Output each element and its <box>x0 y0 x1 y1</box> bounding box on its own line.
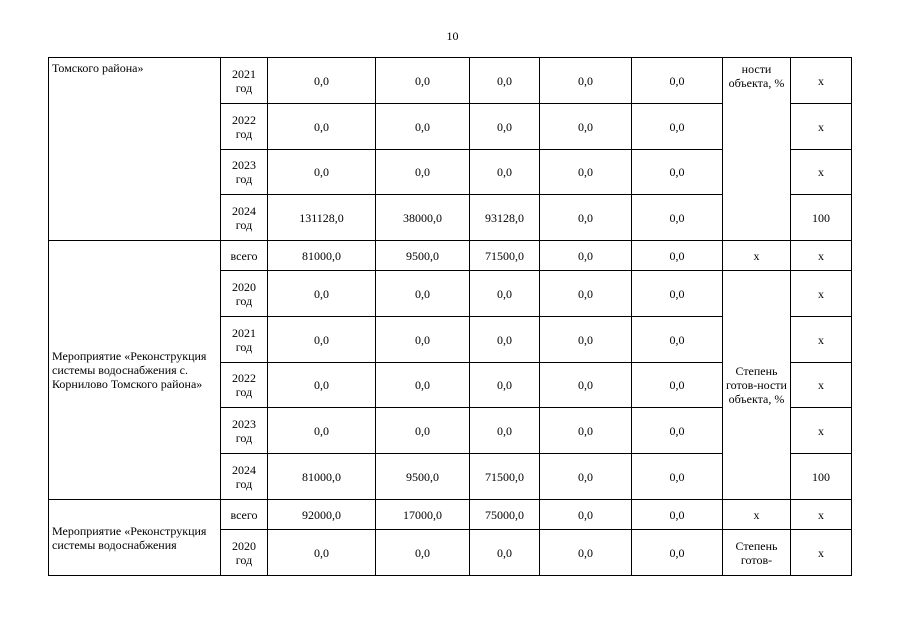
value-cell: 0,0 <box>540 454 632 500</box>
target-value-cell: х <box>791 150 852 195</box>
value-cell: 0,0 <box>540 195 632 241</box>
year-cell: всего <box>221 241 268 271</box>
value-cell: 0,0 <box>376 408 470 454</box>
total-cell: 81000,0 <box>268 454 376 500</box>
program-table <box>48 57 852 576</box>
year-cell: 2023 год <box>221 408 268 454</box>
value-cell: 0,0 <box>632 317 723 363</box>
value-cell: 71500,0 <box>470 241 540 271</box>
value-cell: 0,0 <box>470 317 540 363</box>
target-value-cell: х <box>791 317 852 363</box>
target-value-cell: х <box>791 408 852 454</box>
value-cell: 0,0 <box>540 317 632 363</box>
value-cell: 0,0 <box>540 408 632 454</box>
total-cell: 0,0 <box>268 317 376 363</box>
value-cell: 0,0 <box>540 500 632 530</box>
target-value-cell: х <box>791 363 852 408</box>
activity-name: Мероприятие «Реконструкция системы водоснабжения с. Корнилово Томского района» <box>49 241 221 500</box>
year-cell: 2022 год <box>221 104 268 150</box>
target-value-cell: 100 <box>791 195 852 241</box>
indicator-cell: ности объекта, % <box>723 58 791 241</box>
total-cell: 0,0 <box>268 408 376 454</box>
value-cell: 0,0 <box>632 454 723 500</box>
value-cell: 0,0 <box>632 271 723 317</box>
total-cell: 81000,0 <box>268 241 376 271</box>
target-value-cell: х <box>791 241 852 271</box>
value-cell: 0,0 <box>470 363 540 408</box>
year-cell: 2024 год <box>221 195 268 241</box>
value-cell: 0,0 <box>376 317 470 363</box>
value-cell: 71500,0 <box>470 454 540 500</box>
activity-name: Мероприятие «Реконструкция системы водоснабжения <box>49 500 221 576</box>
target-value-cell: х <box>791 530 852 576</box>
value-cell: 0,0 <box>632 530 723 576</box>
target-value-cell: х <box>791 271 852 317</box>
value-cell: 0,0 <box>540 530 632 576</box>
value-cell: 0,0 <box>632 150 723 195</box>
target-value-cell: х <box>791 104 852 150</box>
value-cell: 0,0 <box>632 500 723 530</box>
value-cell: 0,0 <box>540 150 632 195</box>
indicator-cell: х <box>723 500 791 530</box>
total-cell: 131128,0 <box>268 195 376 241</box>
total-cell: 0,0 <box>268 530 376 576</box>
total-cell: 92000,0 <box>268 500 376 530</box>
value-cell: 0,0 <box>540 104 632 150</box>
value-cell: 0,0 <box>632 195 723 241</box>
value-cell: 0,0 <box>376 150 470 195</box>
value-cell: 75000,0 <box>470 500 540 530</box>
value-cell: 0,0 <box>540 363 632 408</box>
value-cell: 0,0 <box>470 271 540 317</box>
indicator-cell: Степень готов- <box>723 530 791 576</box>
page-number: 10 <box>446 29 459 43</box>
value-cell: 0,0 <box>540 58 632 104</box>
indicator-cell: х <box>723 241 791 271</box>
total-cell: 0,0 <box>268 363 376 408</box>
activity-name: Томского района» <box>49 58 221 241</box>
value-cell: 0,0 <box>376 363 470 408</box>
value-cell: 0,0 <box>470 150 540 195</box>
value-cell: 0,0 <box>540 271 632 317</box>
year-cell: 2020 год <box>221 530 268 576</box>
value-cell: 0,0 <box>632 104 723 150</box>
table-row <box>49 500 852 530</box>
value-cell: 38000,0 <box>376 195 470 241</box>
value-cell: 0,0 <box>376 58 470 104</box>
year-cell: 2023 год <box>221 150 268 195</box>
target-value-cell: 100 <box>791 454 852 500</box>
value-cell: 93128,0 <box>470 195 540 241</box>
indicator-cell: Степень готов-ности объекта, % <box>723 271 791 500</box>
total-cell: 0,0 <box>268 150 376 195</box>
total-cell: 0,0 <box>268 58 376 104</box>
value-cell: 17000,0 <box>376 500 470 530</box>
value-cell: 0,0 <box>376 271 470 317</box>
value-cell: 0,0 <box>632 363 723 408</box>
value-cell: 0,0 <box>470 58 540 104</box>
year-cell: 2024 год <box>221 454 268 500</box>
value-cell: 9500,0 <box>376 454 470 500</box>
target-value-cell: х <box>791 58 852 104</box>
value-cell: 0,0 <box>470 408 540 454</box>
year-cell: 2022 год <box>221 363 268 408</box>
table-row <box>49 241 852 271</box>
value-cell: 0,0 <box>470 530 540 576</box>
year-cell: 2021 год <box>221 58 268 104</box>
value-cell: 0,0 <box>540 241 632 271</box>
value-cell: 0,0 <box>376 104 470 150</box>
year-cell: 2020 год <box>221 271 268 317</box>
value-cell: 9500,0 <box>376 241 470 271</box>
table-row <box>49 58 852 104</box>
total-cell: 0,0 <box>268 271 376 317</box>
value-cell: 0,0 <box>632 241 723 271</box>
target-value-cell: х <box>791 500 852 530</box>
year-cell: 2021 год <box>221 317 268 363</box>
value-cell: 0,0 <box>632 408 723 454</box>
value-cell: 0,0 <box>470 104 540 150</box>
value-cell: 0,0 <box>376 530 470 576</box>
total-cell: 0,0 <box>268 104 376 150</box>
value-cell: 0,0 <box>632 58 723 104</box>
year-cell: всего <box>221 500 268 530</box>
